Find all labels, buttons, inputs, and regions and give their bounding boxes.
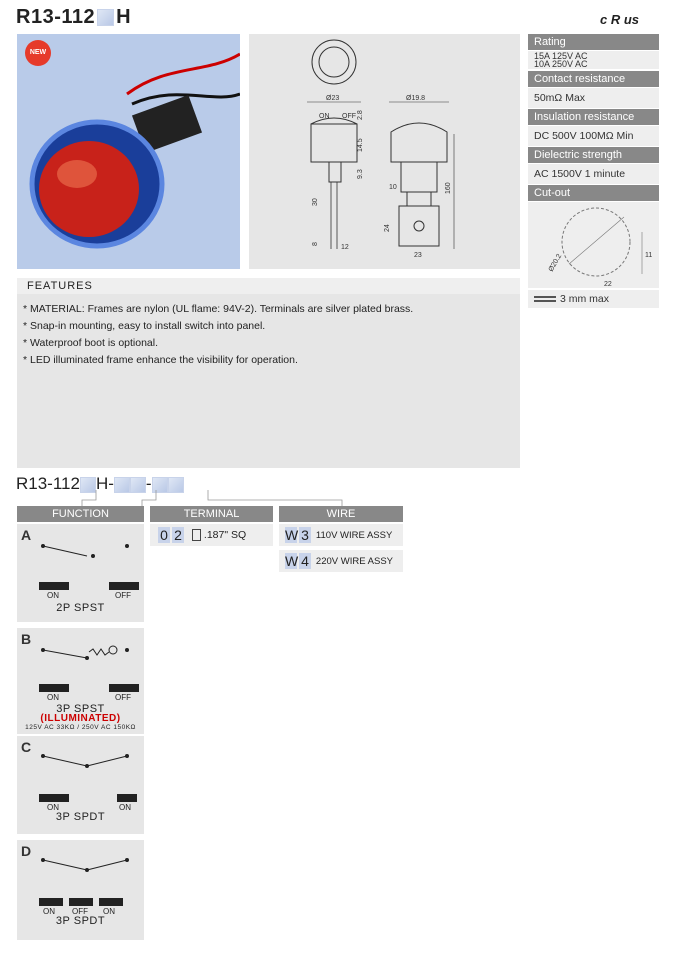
position-label: ON bbox=[43, 907, 55, 916]
position-label: OFF bbox=[72, 907, 88, 916]
position-label: OFF bbox=[115, 693, 131, 702]
position-label: ON bbox=[103, 907, 115, 916]
model-suffix: H bbox=[116, 6, 132, 28]
wire-code-1: W bbox=[285, 527, 299, 544]
dim-23b: 23 bbox=[414, 252, 422, 259]
spec-value-insulation: DC 500V 100MΩ Min bbox=[528, 126, 659, 146]
position-label: OFF bbox=[115, 591, 131, 600]
function-option-a bbox=[17, 524, 144, 622]
cutout-drawing bbox=[528, 202, 659, 288]
feature-item: * MATERIAL: Frames are nylon (UL flame: 94V-2). Terminals are silver plated brass. bbox=[23, 303, 414, 315]
spec-value-contact: 50mΩ Max bbox=[528, 88, 659, 108]
function-letter: C bbox=[21, 739, 32, 755]
position-label: ON bbox=[47, 803, 59, 812]
terminal-icon bbox=[192, 529, 201, 541]
spec-value-rating bbox=[528, 51, 659, 69]
function-letter: D bbox=[21, 843, 32, 859]
feature-item: * Snap-in mounting, easy to install switch into panel. bbox=[23, 320, 266, 332]
dim-23: Ø23 bbox=[326, 95, 340, 102]
function-letter: A bbox=[21, 527, 32, 543]
feature-item: * LED illuminated frame enhance the visibility for operation. bbox=[23, 354, 298, 366]
dim-9-3: 9.3 bbox=[357, 169, 364, 179]
ul-cert-mark: c R us bbox=[600, 12, 640, 27]
position-label: ON bbox=[47, 591, 59, 600]
terminal-code-2: 2 bbox=[172, 527, 184, 543]
rating-line-2: 10A 250V AC bbox=[534, 59, 588, 69]
function-name: 3P SPDT bbox=[55, 915, 106, 927]
spec-label-cutout: Cut-out bbox=[528, 185, 659, 201]
terminal-code-1: 0 bbox=[158, 527, 170, 543]
thickness-icon bbox=[534, 296, 556, 302]
wire-code-2: 3 bbox=[299, 527, 311, 543]
function-letter: B bbox=[21, 631, 32, 647]
cutout-width: 22 bbox=[604, 281, 612, 288]
new-badge: NEW bbox=[25, 40, 51, 66]
function-name: 2P SPST bbox=[56, 602, 105, 614]
terminal-desc: .187" SQ bbox=[203, 529, 247, 541]
dimension-drawing bbox=[249, 34, 520, 269]
on-label: ON bbox=[319, 113, 330, 120]
features-list bbox=[17, 294, 520, 468]
dim-10: 10 bbox=[389, 184, 397, 191]
terminal-option-02 bbox=[150, 524, 273, 546]
dim-19-8: Ø19.8 bbox=[406, 95, 426, 102]
thickness-value: 3 mm max bbox=[560, 293, 610, 305]
terminal-header: TERMINAL bbox=[150, 506, 273, 522]
wire-desc: 220V WIRE ASSY bbox=[315, 556, 394, 567]
rating-line-1: 15A 125V AC bbox=[534, 51, 588, 61]
function-header: FUNCTION bbox=[17, 506, 144, 522]
off-label: OFF bbox=[342, 113, 356, 120]
function-option-d bbox=[17, 840, 144, 940]
spec-label-contact: Contact resistance bbox=[528, 71, 659, 87]
spec-label-insulation: Insulation resistance bbox=[528, 109, 659, 125]
wire-header: WIRE bbox=[279, 506, 403, 522]
dim-24: 24 bbox=[384, 224, 391, 232]
illuminated-label: (ILLUMINATED) bbox=[40, 713, 121, 724]
dim-30: 30 bbox=[312, 198, 319, 206]
wire-code-2: 4 bbox=[299, 553, 311, 569]
function-option-b bbox=[17, 628, 144, 734]
dim-160: 160 bbox=[445, 182, 452, 194]
cutout-height: 11 bbox=[645, 252, 653, 259]
dim-14-5: 14.5 bbox=[357, 138, 364, 152]
resistor-note: 125V AC 33KΩ / 250V AC 150KΩ bbox=[25, 724, 136, 731]
code-leader-lines bbox=[80, 488, 360, 508]
wire-desc: 110V WIRE ASSY bbox=[315, 530, 393, 541]
dim-2-8: 2.8 bbox=[357, 110, 364, 120]
panel-thickness bbox=[528, 290, 659, 308]
cutout-dia: Ø20.2 bbox=[547, 252, 564, 273]
wire-code-1: W bbox=[285, 553, 299, 570]
code-placeholder bbox=[97, 9, 114, 26]
function-name: 3P SPDT bbox=[55, 811, 106, 823]
feature-item: * Waterproof boot is optional. bbox=[23, 337, 159, 349]
product-photo bbox=[17, 34, 240, 269]
spec-label-dielectric: Dielectric strength bbox=[528, 147, 659, 163]
pn-mid: H- bbox=[95, 474, 114, 493]
wire-option-w3 bbox=[279, 524, 403, 546]
wire-option-w4 bbox=[279, 550, 403, 572]
model-prefix: R13-112 bbox=[16, 6, 96, 28]
pn-prefix: R13-112 bbox=[16, 474, 80, 493]
position-label: ON bbox=[47, 693, 59, 702]
pn-dash: - bbox=[145, 474, 152, 493]
features-heading: FEATURES bbox=[17, 278, 520, 294]
spec-value-dielectric: AC 1500V 1 minute bbox=[528, 164, 659, 184]
function-option-c bbox=[17, 736, 144, 834]
spec-label-rating: Rating bbox=[528, 34, 659, 50]
function-name: 3P SPST bbox=[56, 703, 105, 715]
position-label: ON bbox=[119, 803, 131, 812]
dim-8: 8 bbox=[312, 242, 319, 246]
model-title bbox=[16, 6, 131, 29]
dim-12: 12 bbox=[341, 244, 349, 251]
